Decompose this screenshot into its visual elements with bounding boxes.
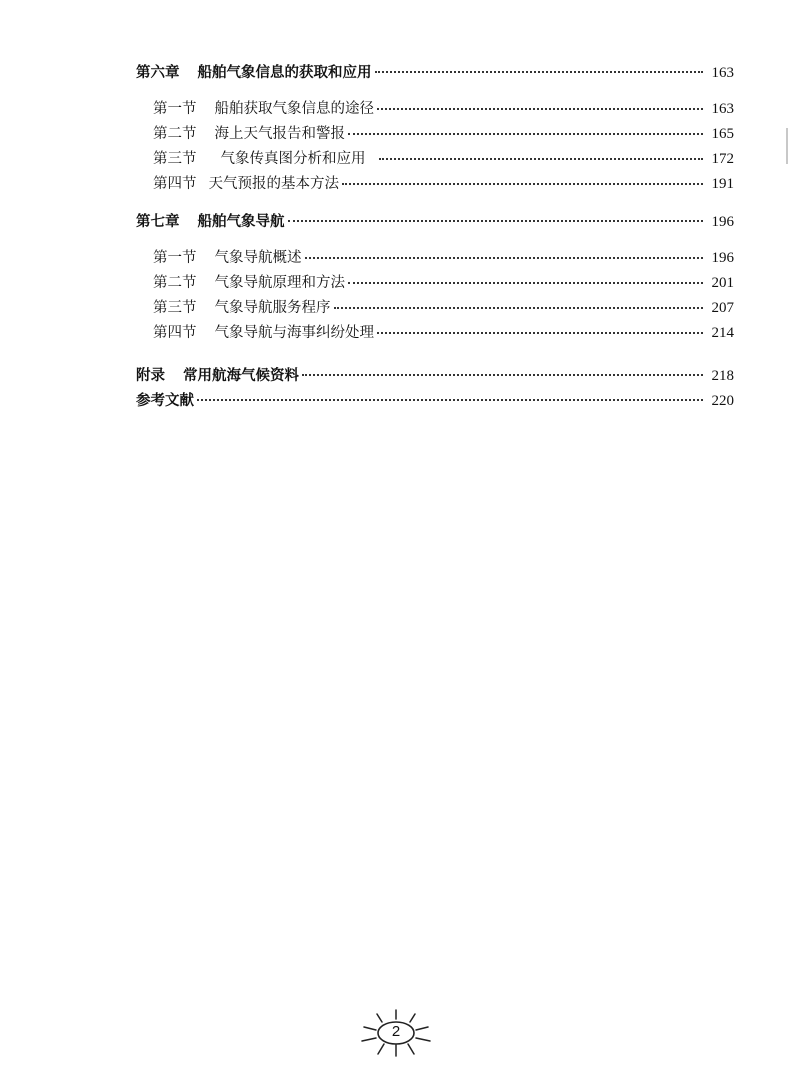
- dot-leader: [334, 307, 704, 309]
- scan-edge-mark: [786, 128, 788, 164]
- dot-leader: [348, 133, 703, 135]
- page-number: 163: [711, 101, 734, 117]
- toc-appendix: [136, 363, 734, 388]
- dot-leader: [375, 71, 704, 73]
- chapter-title: 船舶气象信息的获取和应用: [197, 64, 372, 81]
- chapter-label: 第七章: [136, 213, 180, 230]
- appendix-label: 附录: [136, 367, 165, 384]
- section-title: 天气预报的基本方法: [208, 176, 339, 192]
- section-title: 气象导航与海事纠纷处理: [214, 325, 374, 341]
- dot-leader: [377, 108, 703, 110]
- page-number: 214: [711, 325, 734, 341]
- page-number: 207: [711, 300, 734, 316]
- toc-chapter-6: [136, 60, 734, 85]
- dot-leader: [377, 332, 703, 334]
- dot-leader: [288, 220, 704, 222]
- toc-section-7-4: [136, 321, 734, 346]
- section-title: 气象导航服务程序: [214, 300, 331, 316]
- dot-leader: [379, 158, 704, 160]
- page-number: 172: [711, 151, 734, 167]
- page-number: 163: [711, 65, 734, 81]
- toc-section-6-2: [136, 122, 734, 147]
- section-title: 气象导航概述: [214, 250, 302, 266]
- dot-leader: [197, 399, 703, 401]
- page-number: 196: [711, 250, 734, 266]
- section-label: 第三节: [153, 300, 197, 316]
- toc-section-6-1: [136, 97, 734, 122]
- page-number-badge: [358, 1008, 434, 1058]
- section-title: 气象导航原理和方法: [214, 275, 345, 291]
- section-label: 第三节: [153, 151, 197, 167]
- section-label: 第一节: [153, 250, 197, 266]
- appendix-title: 常用航海气候资料: [183, 367, 299, 384]
- toc-section-7-3: [136, 296, 734, 321]
- section-label: 第二节: [153, 275, 197, 291]
- section-title: 海上天气报告和警报: [214, 126, 345, 142]
- page-number: 165: [711, 126, 734, 142]
- toc-references: [136, 388, 734, 413]
- page-number: 191: [711, 176, 734, 192]
- references-title: 参考文献: [136, 392, 194, 409]
- dot-leader: [305, 257, 704, 259]
- toc-section-6-3: [136, 147, 734, 172]
- page-number: 201: [711, 275, 734, 291]
- section-label: 第四节: [153, 325, 197, 341]
- toc-section-7-1: [136, 246, 734, 271]
- toc-chapter-7: [136, 209, 734, 234]
- section-label: 第一节: [153, 101, 197, 117]
- dot-leader: [348, 282, 703, 284]
- section-label: 第四节: [153, 176, 197, 192]
- table-of-contents: [136, 60, 734, 413]
- toc-section-6-4: [136, 172, 734, 197]
- chapter-title: 船舶气象导航: [197, 213, 285, 230]
- section-title: 船舶获取气象信息的途径: [214, 101, 374, 117]
- chapter-label: 第六章: [136, 64, 180, 81]
- page-number: 220: [711, 393, 734, 409]
- footer-page-number: 2: [391, 1023, 401, 1040]
- dot-leader: [302, 374, 703, 376]
- page-number: 196: [711, 214, 734, 230]
- dot-leader: [342, 183, 703, 185]
- section-title: 气象传真图分析和应用: [220, 151, 366, 167]
- toc-section-7-2: [136, 271, 734, 296]
- section-label: 第二节: [153, 126, 197, 142]
- page-number: 218: [711, 368, 734, 384]
